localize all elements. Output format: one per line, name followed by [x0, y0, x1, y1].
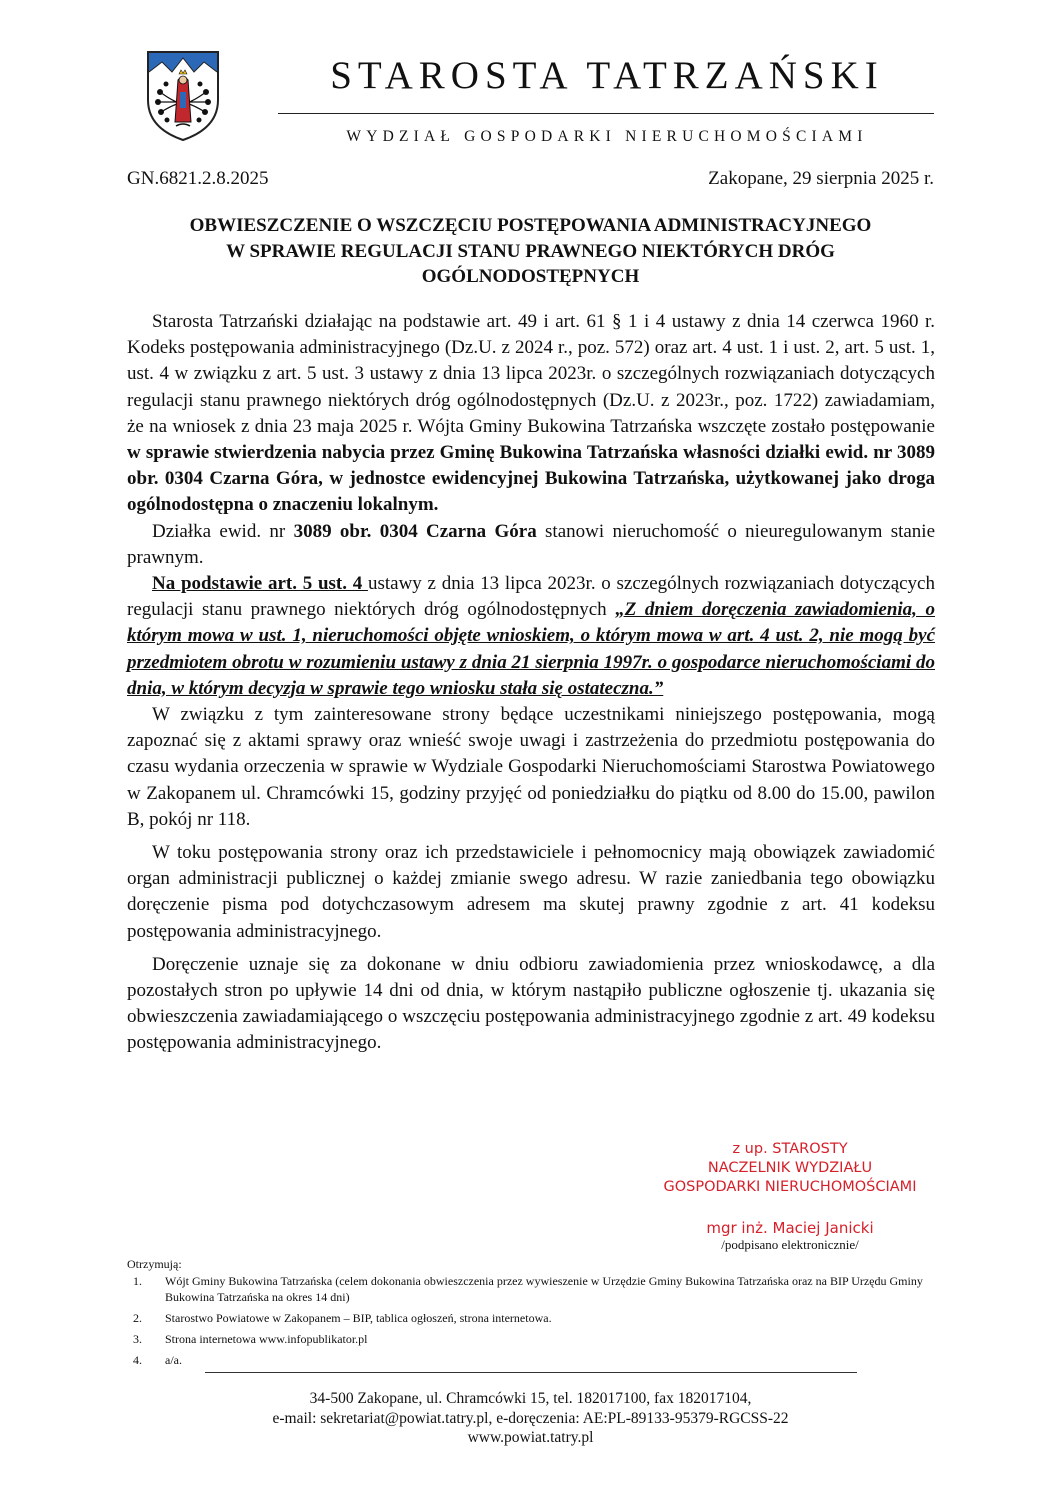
- paragraph-6: Doręczenie uznaje się za dokonane w dniu odbioru zawiadomienia przez wnioskodawcę, a dla pozostałych stron po upływie 14 dni od dnia, w którym nastąpiło publiczne ogłoszenie tj. ukazania się obwieszczenia zawiadamiającego o wszczęciu postępowania administracyjnego zgodnie z art. 49 kodeksu postępowania administracyjnego.: [127, 953, 935, 1054]
- header-divider: [278, 113, 934, 114]
- footer-website: www.powiat.tatry.pl: [467, 1429, 594, 1446]
- footer: [127, 1389, 934, 1448]
- coat-of-arms-icon: [146, 50, 220, 142]
- paragraph-3: [127, 571, 935, 702]
- recipients-title: Otrzymują:: [127, 1257, 182, 1271]
- list-item: [127, 1310, 927, 1326]
- list-item-text: Wójt Gminy Bukowina Tatrzańska (celem dokonania obwieszczenia przez wywieszenie w Urzędzie Gminy Bukowina Tatrzańska oraz na BIP Urzędu Gminy Bukowina Tatrzańska na okres 14 dni): [165, 1274, 923, 1304]
- recipients-list: [127, 1256, 927, 1373]
- footer-address: 34-500 Zakopane, ul. Chramcówki 15, tel. 182017100, fax 182017104,: [309, 1390, 752, 1407]
- paragraph-2: [127, 519, 935, 571]
- list-item: [127, 1273, 927, 1305]
- paragraph-1: [127, 309, 935, 519]
- document-body: [127, 309, 935, 1057]
- list-item-number: 4.: [133, 1353, 142, 1367]
- footer-divider: [205, 1372, 857, 1373]
- paragraph-2-post: stanowi nieruchomość o nieuregulowanym stanie prawnym.: [127, 520, 936, 568]
- signatory-name: mgr inż. Maciej Janicki: [706, 1219, 874, 1237]
- paragraph-5: W toku postępowania strony oraz ich przedstawiciele i pełnomocnicy mają obowiązek zawiadomić organ administracji publicznej o każdej zmianie swego adresu. W razie zaniedbania tego obowiązku doręczenie pisma pod dotychczasowym adresem ma skutej prawny zgodnie z art. 41 kodeksu postępowania administracyjnego.: [127, 842, 935, 942]
- case-number: GN.6821.2.8.2025: [127, 168, 269, 189]
- parcel-id: 3089 obr. 0304 Czarna Góra: [293, 520, 537, 542]
- title-line-2: W SPRAWIE REGULACJI STANU PRAWNEGO NIEKTÓRYCH DRÓG: [226, 240, 835, 262]
- place-date: Zakopane, 29 sierpnia 2025 r.: [708, 168, 934, 189]
- signature-line-2: NACZELNIK WYDZIAŁU: [707, 1160, 873, 1176]
- list-item-text: a/a.: [165, 1353, 182, 1367]
- quoted-provision: „Z dniem doręczenia zawiadomienia, o którym mowa w ust. 1, nieruchomości objęte wnioskiem, o którym mowa w art. 4 ust. 2, nie mogą być przedmiotem obrotu w rozumieniu ustawy z dnia 21 sierpnia 1997r. o gospodarce nieruchomościami do dnia, w którym decyzja w sprawie tego wniosku stała się ostateczna.”: [127, 599, 935, 699]
- list-item: [127, 1352, 927, 1368]
- signature-line-3: GOSPODARKI NIERUCHOMOŚCIAMI: [663, 1179, 917, 1195]
- paragraph-4: W związku z tym zainteresowane strony będące uczestnikami niniejszego postępowania, mogą zapoznać się z aktami sprawy oraz wnieść swoje uwagi i zastrzeżenia do przedmiotu postępowania do czasu wydania orzeczenia w sprawie w Wydziale Gospodarki Nieruchomościami Starostwa Powiatowego w Zakopanem ul. Chramcówki 15, godziny przyjęć od poniedziałku do piątku od 8.00 do 15.00, pawilon B, pokój nr 118.: [127, 704, 935, 830]
- signature-note: /podpisano elektronicznie/: [721, 1237, 859, 1252]
- title-line-1: OBWIESZCZENIE O WSZCZĘCIU POSTĘPOWANIA ADMINISTRACYJNEGO: [189, 215, 872, 236]
- paragraph-2-pre: Działka ewid. nr: [152, 520, 294, 542]
- department-name: WYDZIAŁ GOSPODARKI NIERUCHOMOŚCIAMI: [346, 128, 868, 145]
- list-item-number: 2.: [133, 1311, 142, 1325]
- title-line-3: OGÓLNODOSTĘPNYCH: [421, 266, 640, 287]
- list-item-number: 1.: [133, 1274, 142, 1288]
- list-item: [127, 1331, 927, 1347]
- document-title: [127, 213, 934, 290]
- paragraph-1-text: Starosta Tatrzański działając na podstawie art. 49 i art. 61 § 1 i 4 ustawy z dnia 14 czerwca 1960 r. Kodeks postępowania administracyjnego (Dz.U. z 2024 r., poz. 572) oraz art. 4 ust. 1 i ust. 2, art. 5 ust. 1, ust. 4 w związku z art. 5 ust. 3 ustawy z dnia 13 lipca 2023r. o szczególnych rozwiązaniach dotyczących regulacji stanu prawnego niektórych dróg ogólnodostępnych (Dz.U. z 2023r., poz. 1722) zawiadamiam, że na wniosek z dnia 23 maja 2025 r. Wójta Gminy Bukowina Tatrzańska wszczęte zostało postępowanie: [127, 311, 935, 437]
- institution-name: STAROSTA TATRZAŃSKI: [330, 54, 884, 97]
- paragraph-3-text: ustawy z dnia 13 lipca 2023r. o szczególnych rozwiązaniach dotyczących regulacji stanu prawnego niektórych dróg ogólnodostępnych: [127, 573, 935, 621]
- list-item-text: Starostwo Powiatowe w Zakopanem – BIP, tablica ogłoszeń, strona internetowa.: [165, 1311, 552, 1325]
- signature-block: [600, 1140, 980, 1238]
- paragraph-1-bold: w sprawie stwierdzenia nabycia przez Gminę Bukowina Tatrzańska własności działki ewid. nr 3089 obr. 0304 Czarna Góra, w jednostce ewidencyjnej Bukowina Tatrzańska, użytkowanej jako droga ogólnodostępna o znaczeniu lokalnym.: [127, 442, 935, 516]
- list-item-number: 3.: [133, 1332, 142, 1346]
- list-item-text: Strona internetowa www.infopublikator.pl: [165, 1332, 368, 1346]
- footer-contact: e-mail: sekretariat@powiat.tatry.pl, e-doręczenia: AE:PL-89133-95379-RGCSS-22: [272, 1409, 789, 1427]
- signature-line-1: z up. STAROSTY: [732, 1141, 848, 1157]
- legal-basis: Na podstawie art. 5 ust. 4: [152, 573, 368, 595]
